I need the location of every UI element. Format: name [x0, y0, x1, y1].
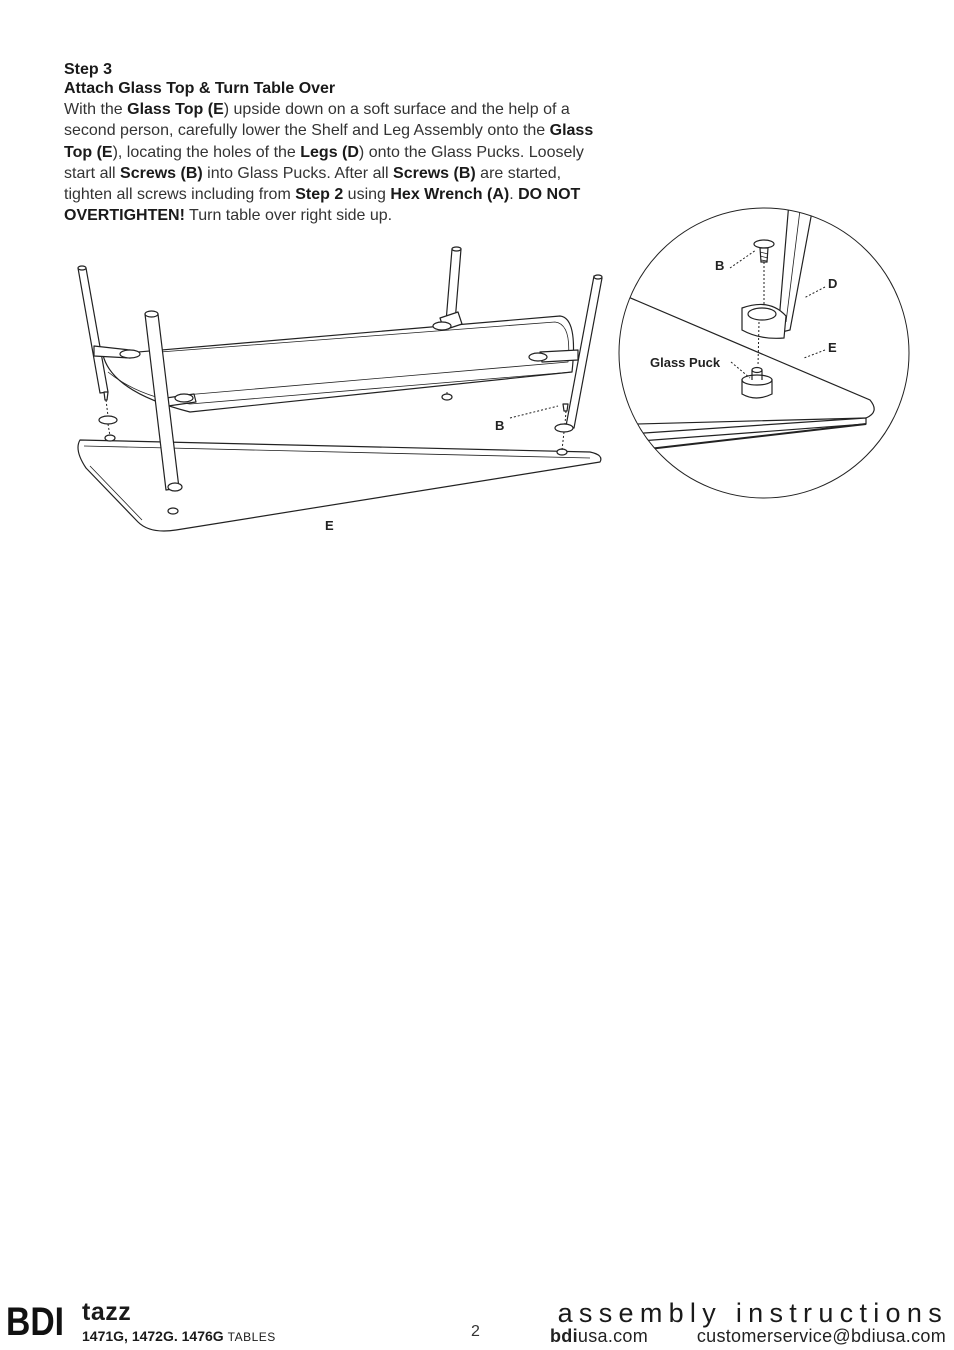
site-bold: bdi [550, 1326, 578, 1346]
model-numbers: 1471G, 1472G. 1476G [82, 1328, 224, 1344]
website-link[interactable] [550, 1326, 648, 1347]
label-e-main: E [325, 518, 334, 533]
product-name: tazz [82, 1298, 132, 1326]
body-text-run: using [343, 186, 391, 204]
svg-text:BDI: BDI [6, 1300, 64, 1344]
footer-title: assembly instructions [557, 1298, 948, 1328]
step-number: Step 3 [64, 61, 113, 78]
body-bold-run: Step 2 [295, 186, 344, 204]
page-footer [0, 1290, 954, 1350]
body-text-run: into Glass Pucks. After all [202, 164, 394, 182]
body-bold-run: Hex Wrench (A) [390, 186, 510, 204]
leg-back-left [78, 268, 108, 393]
bdi-logo [6, 1300, 68, 1344]
body-bold-run: Glass Top (E [64, 122, 594, 161]
body-text-run: are started, tighten all screws including from [64, 164, 562, 204]
detail-label-glass-puck: Glass Puck [650, 355, 721, 370]
body-bold-run: Glass Top (E [127, 101, 224, 118]
leg-back-right [446, 249, 461, 322]
body-text-run: ), locating the holes of the [112, 143, 301, 161]
body-text-run: . [509, 186, 519, 204]
body-bold-run: Legs (D [300, 143, 359, 161]
detail-label-e: E [828, 340, 837, 355]
body-bold-run: DO NOT OVERTIGHTEN! [64, 186, 581, 225]
detail-label-d: D [828, 276, 838, 291]
body-text-run: ) onto the Glass Pucks. Loosely start all [64, 143, 584, 182]
email-link[interactable]: customerservice@bdiusa.com [696, 1326, 946, 1346]
body-text-run: ) upside down on a soft surface and the help of a second person, carefully lower the Shelf and Leg Assembly onto the [64, 101, 570, 140]
site-rest: usa.com [577, 1326, 649, 1346]
body-text-run: With the [64, 101, 128, 118]
product-models [82, 1328, 276, 1344]
body-text-run: Turn table over right side up. [184, 207, 393, 225]
assembly-diagram [0, 0, 954, 600]
step-title: Attach Glass Top & Turn Table Over [64, 80, 336, 97]
label-b-main: B [495, 418, 505, 433]
body-bold-run: Screws (B) [393, 164, 476, 182]
page-number: 2 [471, 1323, 480, 1340]
glass-top-shape [78, 440, 601, 531]
detail-screw [754, 240, 774, 262]
models-suffix: TABLES [227, 1330, 276, 1344]
detail-label-b: B [715, 258, 725, 273]
body-bold-run: Screws (B) [120, 164, 203, 182]
detail-glass-top [600, 285, 874, 425]
